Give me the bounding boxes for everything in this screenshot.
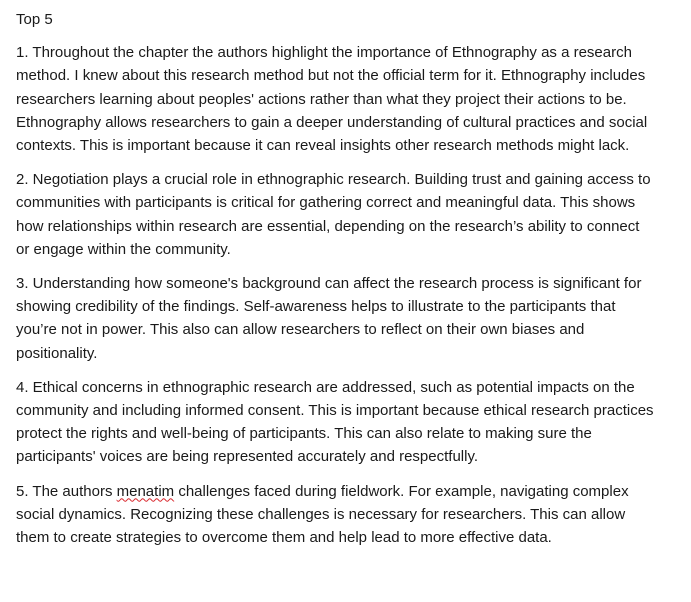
paragraph-4: 4. Ethical concerns in ethnographic research are addressed, such as potential impacts on the community and including informed consent. This is important because ethical research practices protect the rights and well-being of participants. This can also relate to making sure the participants' voices are being represented accurately and respectfully. — [16, 378, 654, 466]
misspelled-word[interactable]: menatim — [116, 482, 175, 500]
paragraph-5 — [16, 480, 656, 550]
paragraph-3: 3. Understanding how someone's background can affect the research process is significant for showing credibility of the findings. Self-awareness helps to illustrate to the participants that you’re not in power. This also can allow researchers to reflect on their own biases and positionality. — [16, 275, 642, 362]
paragraph-1: 1. Throughout the chapter the authors highlight the importance of Ethnography as a research method. I knew about this research method but not the official term for it. Ethnography includes researchers learning about peoples' actions rather than what they project their actions to be. Ethnography allows researchers to gain a deeper understanding of cultural practices and social contexts. This is important because it can reveal insights other research methods might lack. — [16, 44, 648, 155]
document-title: Top 5 — [16, 11, 53, 28]
paragraph-5-end: challenges faced during fieldwork. For example, navigating complex social dynamics. Recognizing these challenges is necessary for researchers. This can allow them to create strategies to overcome them and help lead to more effective data. — [16, 482, 629, 547]
paragraph-5-start: 5. The authors — [16, 482, 117, 500]
document-body[interactable] — [16, 8, 656, 560]
paragraph-2: 2. Negotiation plays a crucial role in ethnographic research. Building trust and gaining access to communities with participants is critical for gathering correct and meaningful data. This shows how relationships within research are essential, depending on the research’s ability to connect or engage within the community. — [16, 171, 651, 258]
